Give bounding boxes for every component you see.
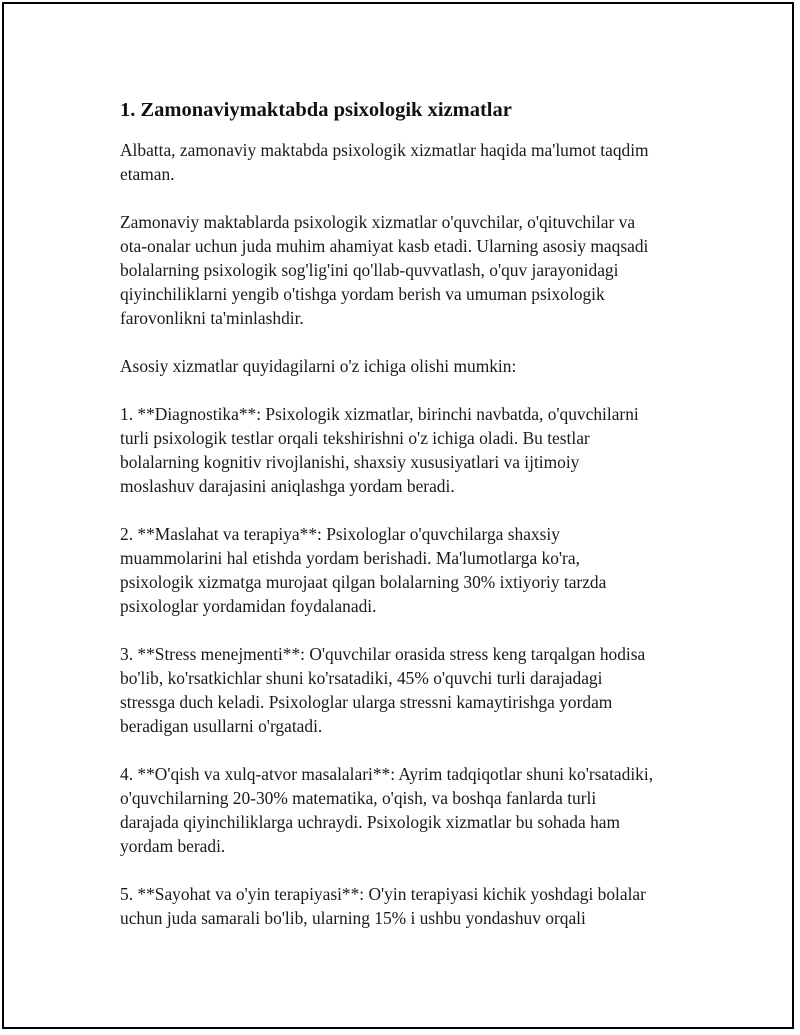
list-item-diagnostics: 1. **Diagnostika**: Psixologik xizmatlar, birinchi navbatda, o'quvchilarni turli psixologik testlar orqali tekshirishni o'z ichiga oladi. Bu testlar bolalarning kognitiv rivojlanishi, shaxsiy xususiyatlari va ijtimoiy moslashuv darajasini aniqlashga yordam beradi. <box>120 404 639 496</box>
document-body <box>120 96 710 930</box>
list-item-stress: 3. **Stress menejmenti**: O'quvchilar orasida stress keng tarqalgan hodisa bo'lib, ko'rsatkichlar shuni ko'rsatadiki, 45% o'quvchi turli darajadagi stressga duch keladi. Psixologlar ularga stressni kamaytirishga yordam beradigan usullarni o'rgatadi. <box>120 644 646 736</box>
document-page <box>2 2 794 1029</box>
list-item-learning: 4. **O'qish va xulq-atvor masalalari**: Ayrim tadqiqotlar shuni ko'rsatadiki, o'quvchilarning 20-30% matematika, o'qish, va boshqa fanlarda turli darajada qiyinchiliklarga uchraydi. Psixologik xizmatlar bu sohada ham yordam beradi. <box>120 764 654 856</box>
paragraph-services-lead: Asosiy xizmatlar quyidagilarni o'z ichiga olishi mumkin: <box>120 356 517 376</box>
paragraph-intro: Albatta, zamonaviy maktabda psixologik xizmatlar haqida ma'lumot taqdim etaman. <box>120 140 649 184</box>
list-item-play-therapy: 5. **Sayohat va o'yin terapiyasi**: O'yin terapiyasi kichik yoshdagi bolalar uchun juda samarali bo'lib, ularning 15% i ushbu yondashuv orqali <box>120 884 646 928</box>
document-title: 1. Zamonaviymaktabda psixologik xizmatlar <box>120 99 512 121</box>
list-item-counseling: 2. **Maslahat va terapiya**: Psixologlar o'quvchilarga shaxsiy muammolarini hal etishda yordam berishadi. Ma'lumotlarga ko'ra, psixologik xizmatga murojaat qilgan bolalarning 30% ixtiyoriy tarzda psixologlar yordamidan foydalanadi. <box>120 524 607 616</box>
paragraph-overview: Zamonaviy maktablarda psixologik xizmatlar o'quvchilar, o'qituvchilar va ota-onalar uchun juda muhim ahamiyat kasb etadi. Ularning asosiy maqsadi bolalarning psixologik sog'lig'ini qo'llab-quvvatlash, o'quv jarayonidagi qiyinchiliklarni yengib o'tishga yordam berish va umuman psixologik farovonlikni ta'minlashdir. <box>120 212 649 328</box>
